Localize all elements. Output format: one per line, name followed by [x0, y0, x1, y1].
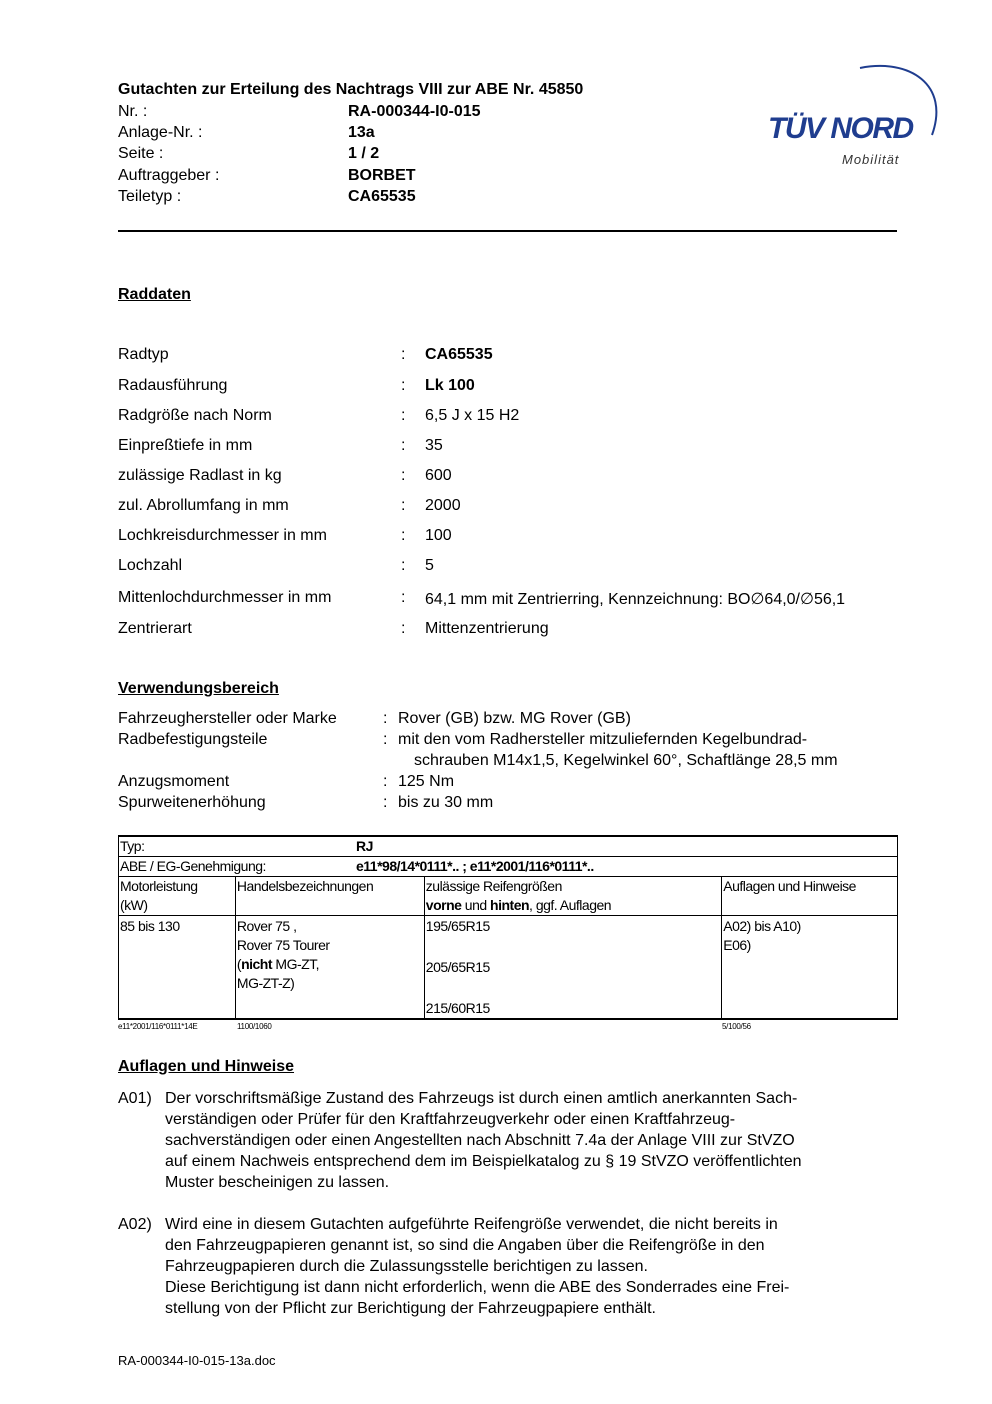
- raddaten-label: zulässige Radlast in kg: [118, 467, 282, 484]
- abe-label: ABE / EG-Genehmigung:: [120, 858, 266, 874]
- header-value: 1 / 2: [348, 145, 380, 162]
- colon: :: [383, 710, 388, 727]
- table-row-typ: [119, 836, 898, 857]
- auflage-text: [165, 1088, 905, 1193]
- auflage-line: verständigen oder Prüfer für den Kraftfahrzeugverkehr oder einen Kraftfahrzeug-: [165, 1111, 736, 1128]
- verwendung-row: [118, 773, 908, 794]
- raddaten-row: [118, 467, 908, 487]
- tyre-size: 195/65R15: [425, 918, 490, 934]
- colon: :: [401, 346, 406, 363]
- tyre-size: 205/65R15: [425, 959, 490, 975]
- header-value: CA65535: [348, 188, 416, 205]
- header-label: Teiletyp :: [118, 188, 182, 205]
- verwendung-value: mit den vom Radhersteller mitzuliefernden Kegelbundrad-: [398, 731, 808, 748]
- table-footnote: 1100/1060: [237, 1022, 272, 1031]
- col-header-handelsbezeichnungen: Handelsbezeichnungen: [235, 877, 424, 916]
- auflage-number: A01): [118, 1090, 152, 1107]
- auflage-line: Diese Berichtigung ist dann nicht erforderlich, wenn die ABE des Sonderrades eine Frei-: [165, 1279, 790, 1296]
- und-text: und: [461, 897, 491, 913]
- verwendung-value: schrauben M14x1,5, Kegelwinkel 60°, Schaftlänge 28,5 mm: [414, 752, 838, 769]
- table-header-row: [119, 877, 898, 916]
- raddaten-value: 2000: [425, 497, 461, 514]
- verwendung-row-continuation: [118, 752, 908, 773]
- name-line: Rover 75 Tourer: [236, 937, 330, 953]
- colon: :: [383, 731, 388, 748]
- after-text: MG-ZT,: [272, 956, 320, 972]
- auflage-line: Fahrzeugpapieren durch die Zulassungsstelle berichtigen zu lassen.: [165, 1258, 648, 1275]
- cell-kw: 85 bis 130: [119, 916, 236, 1020]
- raddaten-value: CA65535: [425, 346, 493, 363]
- cell-notes: [722, 916, 898, 1020]
- raddaten-label: Lochkreisdurchmesser in mm: [118, 527, 327, 544]
- raddaten-row: [118, 346, 908, 366]
- colon: :: [401, 589, 406, 606]
- table-row: [119, 916, 898, 1020]
- raddaten-label: Radausführung: [118, 377, 228, 394]
- verwendung-row: [118, 710, 908, 731]
- raddaten-row: [118, 589, 908, 609]
- verwendung-value: bis zu 30 mm: [398, 794, 494, 811]
- header-label: Anlage-Nr. :: [118, 124, 203, 141]
- auflage-line: Muster bescheinigen zu lassen.: [165, 1174, 390, 1191]
- typ-cell: [119, 836, 898, 857]
- header-label: Seite :: [118, 145, 164, 162]
- colon: :: [401, 557, 406, 574]
- raddaten-value: Mittenzentrierung: [425, 620, 549, 637]
- header-label: Nr. :: [118, 103, 148, 120]
- name-line: MG-ZT-Z): [236, 975, 295, 991]
- auflage-text: [165, 1214, 905, 1319]
- col-header-motorleistung: [119, 877, 236, 916]
- cell-names: [235, 916, 424, 1020]
- logo-sub: Mobilität: [842, 152, 900, 167]
- raddaten-row: [118, 437, 908, 457]
- colon: :: [401, 467, 406, 484]
- verwendung-row: [118, 731, 908, 752]
- colon: :: [401, 437, 406, 454]
- vehicle-type-table: [118, 835, 898, 1020]
- table-row-abe: [119, 857, 898, 877]
- table-footnote: e11*2001/116*0111*14E: [118, 1022, 198, 1031]
- raddaten-label: Mittenlochdurchmesser in mm: [118, 589, 332, 606]
- raddaten-row: [118, 527, 908, 547]
- raddaten-value: 64,1 mm mit Zentrierring, Kennzeichnung: BO∅64,0/∅56,1: [425, 591, 846, 608]
- abe-cell: [119, 857, 898, 877]
- colon: :: [401, 527, 406, 544]
- raddaten-value: 35: [425, 437, 443, 454]
- col-header-line: Motorleistung: [120, 878, 198, 894]
- verwendung-label: Spurweitenerhöhung: [118, 794, 266, 811]
- raddaten-value: 100: [425, 527, 452, 544]
- verwendung-label: Anzugsmoment: [118, 773, 230, 790]
- name-line: [237, 955, 424, 974]
- tyre-size: 215/60R15: [425, 1000, 490, 1016]
- auflage-line: den Fahrzeugpapieren genannt ist, so sind die Angaben über die Reifengröße in den: [165, 1237, 765, 1254]
- colon: :: [383, 773, 388, 790]
- raddaten-label: Radgröße nach Norm: [118, 407, 272, 424]
- verwendung-row: [118, 794, 908, 815]
- document-title: Gutachten zur Erteilung des Nachtrags VIII zur ABE Nr. 45850: [118, 81, 584, 98]
- raddaten-row: [118, 557, 908, 577]
- rest-text: , ggf. Auflagen: [529, 897, 612, 913]
- colon: :: [401, 407, 406, 424]
- header-value: RA-000344-I0-015: [348, 103, 481, 120]
- hinten-text: hinten: [490, 897, 530, 913]
- verwendung-value: 125 Nm: [398, 773, 455, 790]
- raddaten-row: [118, 407, 908, 427]
- auflage-line: stellung von der Pflicht zur Berichtigung der Fahrzeugpapiere enthält.: [165, 1300, 656, 1317]
- raddaten-value: 600: [425, 467, 452, 484]
- abe-value: e11*98/14*0111*.. ; e11*2001/116*0111*..: [356, 858, 594, 874]
- raddaten-label: Lochzahl: [118, 557, 183, 574]
- colon: :: [401, 620, 406, 637]
- auflage-line: sachverständigen oder einen Angestellten nach Abschnitt 7.4a der Anlage VIII zur StVZO: [165, 1132, 795, 1149]
- tuev-nord-logo: [760, 60, 940, 170]
- vorne-text: vorne: [425, 897, 462, 913]
- raddaten-value: Lk 100: [425, 377, 475, 394]
- header-label: Auftraggeber :: [118, 167, 220, 184]
- col-header-auflagen: Auflagen und Hinweise: [722, 877, 898, 916]
- auflage-line: auf einem Nachweis entsprechend dem im Beispielkatalog zu § 19 StVZO veröffentlichten: [165, 1153, 802, 1170]
- raddaten-value: 6,5 J x 15 H2: [425, 407, 520, 424]
- header-divider: [118, 230, 897, 232]
- auflage-item-a02: [118, 1214, 908, 1320]
- verwendung-label: Radbefestigungsteile: [118, 731, 268, 748]
- table-footnote: 5/100/56: [722, 1022, 751, 1031]
- section-heading-verwendungsbereich: Verwendungsbereich: [118, 680, 279, 697]
- col-header-line: zulässige Reifengrößen: [425, 878, 562, 894]
- col-header-line: [426, 896, 721, 915]
- footer-filename: RA-000344-I0-015-13a.doc: [118, 1353, 276, 1368]
- header-value: BORBET: [348, 167, 416, 184]
- raddaten-row: [118, 497, 908, 517]
- cell-tyres: [424, 916, 721, 1020]
- paren-text: (: [236, 956, 242, 972]
- auflage-line: Wird eine in diesem Gutachten aufgeführte Reifengröße verwendet, die nicht bereits in: [165, 1216, 778, 1233]
- col-header-reifengroessen: [424, 877, 721, 916]
- name-line: Rover 75 ,: [236, 918, 297, 934]
- raddaten-label: Zentrierart: [118, 620, 192, 637]
- colon: :: [383, 794, 388, 811]
- note-line: A02) bis A10): [723, 918, 801, 934]
- auflage-item-a01: [118, 1088, 908, 1194]
- auflage-number: A02): [118, 1216, 152, 1233]
- logo-brand: TÜV NORD: [768, 112, 913, 145]
- raddaten-row: [118, 377, 908, 397]
- note-line: E06): [723, 937, 751, 953]
- colon: :: [401, 497, 406, 514]
- header-value: 13a: [348, 124, 375, 141]
- verwendung-label: Fahrzeughersteller oder Marke: [118, 710, 337, 727]
- logo-arc-icon: [760, 60, 940, 170]
- typ-value: RJ: [356, 838, 373, 854]
- section-heading-raddaten: Raddaten: [118, 286, 191, 303]
- raddaten-label: Radtyp: [118, 346, 169, 363]
- raddaten-row: [118, 620, 908, 640]
- verwendung-value: Rover (GB) bzw. MG Rover (GB): [398, 710, 631, 727]
- raddaten-value: 5: [425, 557, 434, 574]
- nicht-text: nicht: [241, 956, 273, 972]
- section-heading-auflagen: Auflagen und Hinweise: [118, 1058, 295, 1075]
- col-header-line: (kW): [120, 897, 148, 913]
- raddaten-label: Einpreßtiefe in mm: [118, 437, 253, 454]
- auflage-line: Der vorschriftsmäßige Zustand des Fahrzeugs ist durch einen amtlich anerkannten Sach-: [165, 1090, 798, 1107]
- raddaten-label: zul. Abrollumfang in mm: [118, 497, 289, 514]
- typ-label: Typ:: [120, 838, 145, 854]
- colon: :: [401, 377, 406, 394]
